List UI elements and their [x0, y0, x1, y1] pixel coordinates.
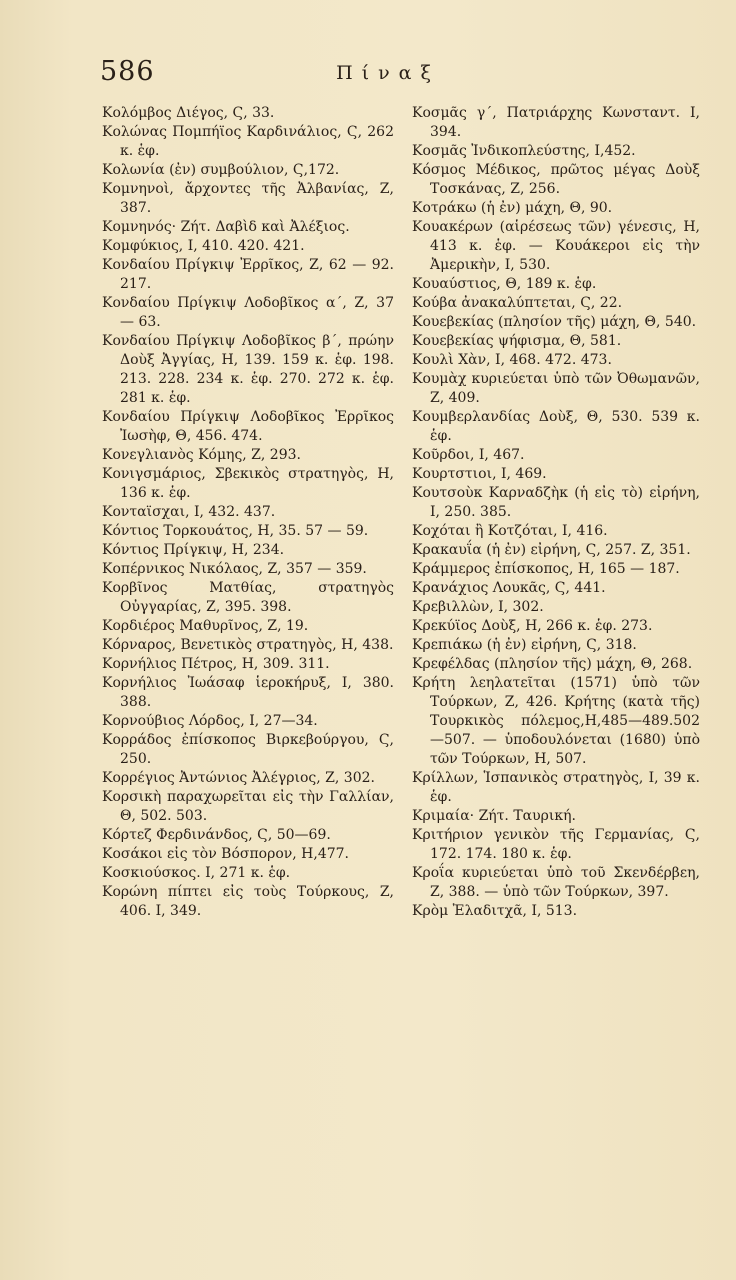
index-entry: Κοχόται ἢ Κοτζόται, Ι, 416. — [412, 523, 608, 539]
index-entry: Κουακέρων (αἱρέσεως τῶν) γένεσις, Η, 413 κ. ἑφ. — Κουάκεροι εἰς τὴν Ἀμερικὴν, Ι, 530. — [412, 219, 700, 273]
index-column-left — [102, 104, 394, 921]
index-entry: Κουλὶ Χὰν, Ι, 468. 472. 473. — [412, 352, 612, 368]
index-entry: Κορώνη πίπτει εἰς τοὺς Τούρκους, Ζ, 406. Ι, 349. — [102, 884, 394, 919]
running-title: Πίναξ — [336, 62, 440, 84]
index-entry: Κονδαίου Πρίγκιψ Ἐρρῖκος, Ζ, 62 — 92. 217. — [102, 257, 394, 292]
index-entry: Κόντιος Τορκουάτος, Η, 35. 57 — 59. — [102, 523, 369, 539]
index-entry: Κορνήλιος Πέτρος, Η, 309. 311. — [102, 656, 330, 672]
index-entry: Κομφύκιος, Ι, 410. 420. 421. — [102, 238, 305, 254]
index-entry: Κόντιος Πρίγκιψ, Η, 234. — [102, 542, 285, 558]
index-entry: Κρίλλων, Ἱσπανικὸς στρατηγὸς, Ι, 39 κ. ἑφ. — [412, 770, 700, 805]
index-entry: Κριμαία· Ζήτ. Ταυρική. — [412, 808, 576, 824]
index-entry: Κονιγσμάριος, Σβεκικὸς στρατηγὸς, Η, 136 κ. ἑφ. — [102, 466, 394, 501]
index-entry: Κόρτεζ Φερδινάνδος, Ϛ, 50—69. — [102, 827, 331, 843]
index-entry: Κόρναρος, Βενετικὸς στρατηγὸς, Η, 438. — [102, 637, 394, 653]
index-entry: Κροΐα κυριεύεται ὑπὸ τοῦ Σκενδέρβεη, Ζ, 388. — ὑπὸ τῶν Τούρκων, 397. — [412, 865, 700, 900]
index-entry: Κορδιέρος Μαθυρῖνος, Ζ, 19. — [102, 618, 309, 634]
index-entry: Κουρτστιοι, Ι, 469. — [412, 466, 547, 482]
index-entry: Κονδαίου Πρίγκιψ Λοδοβῖκος β΄, πρώην Δοὺξ Ἀγγίας, Η, 139. 159 κ. ἑφ. 198. 213. 228. 234 κ. ἑφ. 270. 272 κ. ἑφ. 281 κ. ἑφ. — [102, 333, 394, 406]
index-entry: Κριτήριον γενικὸν τῆς Γερμανίας, Ϛ, 172. 174. 180 κ. ἑφ. — [412, 827, 700, 862]
index-entry: Κουμβερλανδίας Δοὺξ, Θ, 530. 539 κ. ἑφ. — [412, 409, 700, 444]
index-entry: Κορσικὴ παραχωρεῖται εἰς τὴν Γαλλίαν, Θ, 502. 503. — [102, 789, 394, 824]
index-entry: Κρεβιλλὼν, Ι, 302. — [412, 599, 544, 615]
index-entry: Κουεβεκίας ψήφισμα, Θ, 581. — [412, 333, 622, 349]
index-entry: Κομνηνοὶ, ἄρχοντες τῆς Ἀλβανίας, Ζ, 387. — [102, 181, 394, 216]
index-entry: Κόσμος Μέδικος, πρῶτος μέγας Δοὺξ Τοσκάνας, Ζ, 256. — [412, 162, 700, 197]
index-entry: Κοσμᾶς Ἰνδικοπλεύστης, Ι,452. — [412, 143, 636, 159]
page-number: 586 — [100, 56, 155, 87]
index-entry: Κοσκιούσκος. Ι, 271 κ. ἑφ. — [102, 865, 291, 881]
index-entry: Κομνηνός· Ζήτ. Δαβὶδ καὶ Ἀλέξιος. — [102, 219, 350, 235]
index-entry: Κονδαίου Πρίγκιψ Λοδοβῖκος α΄, Ζ, 37 — 63. — [102, 295, 394, 330]
index-entry: Κουτσοὺκ Καρναδζὴκ (ἡ εἰς τὸ) εἰρήνη, Ι, 250. 385. — [412, 485, 700, 520]
page-header — [100, 56, 676, 92]
index-entry: Κοῦρδοι, Ι, 467. — [412, 447, 525, 463]
index-entry: Κρήτη λεηλατεῖται (1571) ὑπὸ τῶν Τούρκων, Ζ, 426. Κρήτης (κατὰ τῆς) Τουρκικὸς πόλεμος,Η,485—489.502—507. — ὑποδουλόνεται (1680) ὑπὸ τῶν Τούρκων, Η, 507. — [412, 675, 700, 767]
index-entry: Κορνήλιος Ἰωάσαφ ἱεροκήρυξ, Ι, 380. 388. — [102, 675, 394, 710]
index-entry: Κορρέγιος Ἀντώνιος Ἀλέγριος, Ζ, 302. — [102, 770, 375, 786]
index-column-right — [412, 104, 700, 921]
index-entry: Κρεφέλδας (πλησίον τῆς) μάχη, Θ, 268. — [412, 656, 693, 672]
index-entry: Κολωνία (ἐν) συμβούλιον, Ϛ,172. — [102, 162, 340, 178]
index-entry: Κρεπιάκω (ἡ ἐν) εἰρήνη, Ϛ, 318. — [412, 637, 637, 653]
index-entry: Κορνούβιος Λόρδος, Ι, 27—34. — [102, 713, 318, 729]
index-entry: Κολώνας Πομπήϊος Καρδινάλιος, Ϛ, 262 κ. ἑφ. — [102, 124, 394, 159]
index-entry: Κουμὰχ κυριεύεται ὑπὸ τῶν Ὀθωμανῶν, Ζ, 409. — [412, 371, 700, 406]
index-entry: Κορβῖνος Ματθίας, στρατηγὸς Οὐγγαρίας, Ζ, 395. 398. — [102, 580, 394, 615]
index-entry: Κρὸμ Ἐλαδιτχᾶ, Ι, 513. — [412, 903, 578, 919]
index-entry: Κοσμᾶς γ΄, Πατριάρχης Κωνσταντ. Ι, 394. — [412, 105, 700, 140]
index-entry: Κονταϊσχαι, Ι, 432. 437. — [102, 504, 276, 520]
index-entry: Κουαύστιος, Θ, 189 κ. ἑφ. — [412, 276, 597, 292]
index-entry: Κοσάκοι εἰς τὸν Βόσπορον, Η,477. — [102, 846, 349, 862]
index-entry: Κρεκύϊος Δοὺξ, Η, 266 κ. ἑφ. 273. — [412, 618, 653, 634]
index-entry: Κονεγλιανὸς Κόμης, Ζ, 293. — [102, 447, 301, 463]
index-entry: Κουεβεκίας (πλησίον τῆς) μάχη, Θ, 540. — [412, 314, 697, 330]
index-entry: Κοπέρνικος Νικόλαος, Ζ, 357 — 359. — [102, 561, 367, 577]
index-entry: Κούβα ἀνακαλύπτεται, Ϛ, 22. — [412, 295, 623, 311]
index-entry: Κοτράκω (ἡ ἐν) μάχη, Θ, 90. — [412, 200, 613, 216]
index-entry: Κράμμερος ἐπίσκοπος, Η, 165 — 187. — [412, 561, 680, 577]
index-entry: Κολόμβος Διέγος, Ϛ, 33. — [102, 105, 275, 121]
index-entry: Κορράδος ἐπίσκοπος Βιρκεβούργου, Ϛ, 250. — [102, 732, 394, 767]
index-entry: Κρακαυΐα (ἡ ἐν) εἰρήνη, Ϛ, 257. Ζ, 351. — [412, 542, 691, 558]
index-entry: Κονδαίου Πρίγκιψ Λοδοβῖκος Ἐρρῖκος Ἰωσὴφ, Θ, 456. 474. — [102, 409, 394, 444]
index-entry: Κρανάχιος Λουκᾶς, Ϛ, 441. — [412, 580, 606, 596]
